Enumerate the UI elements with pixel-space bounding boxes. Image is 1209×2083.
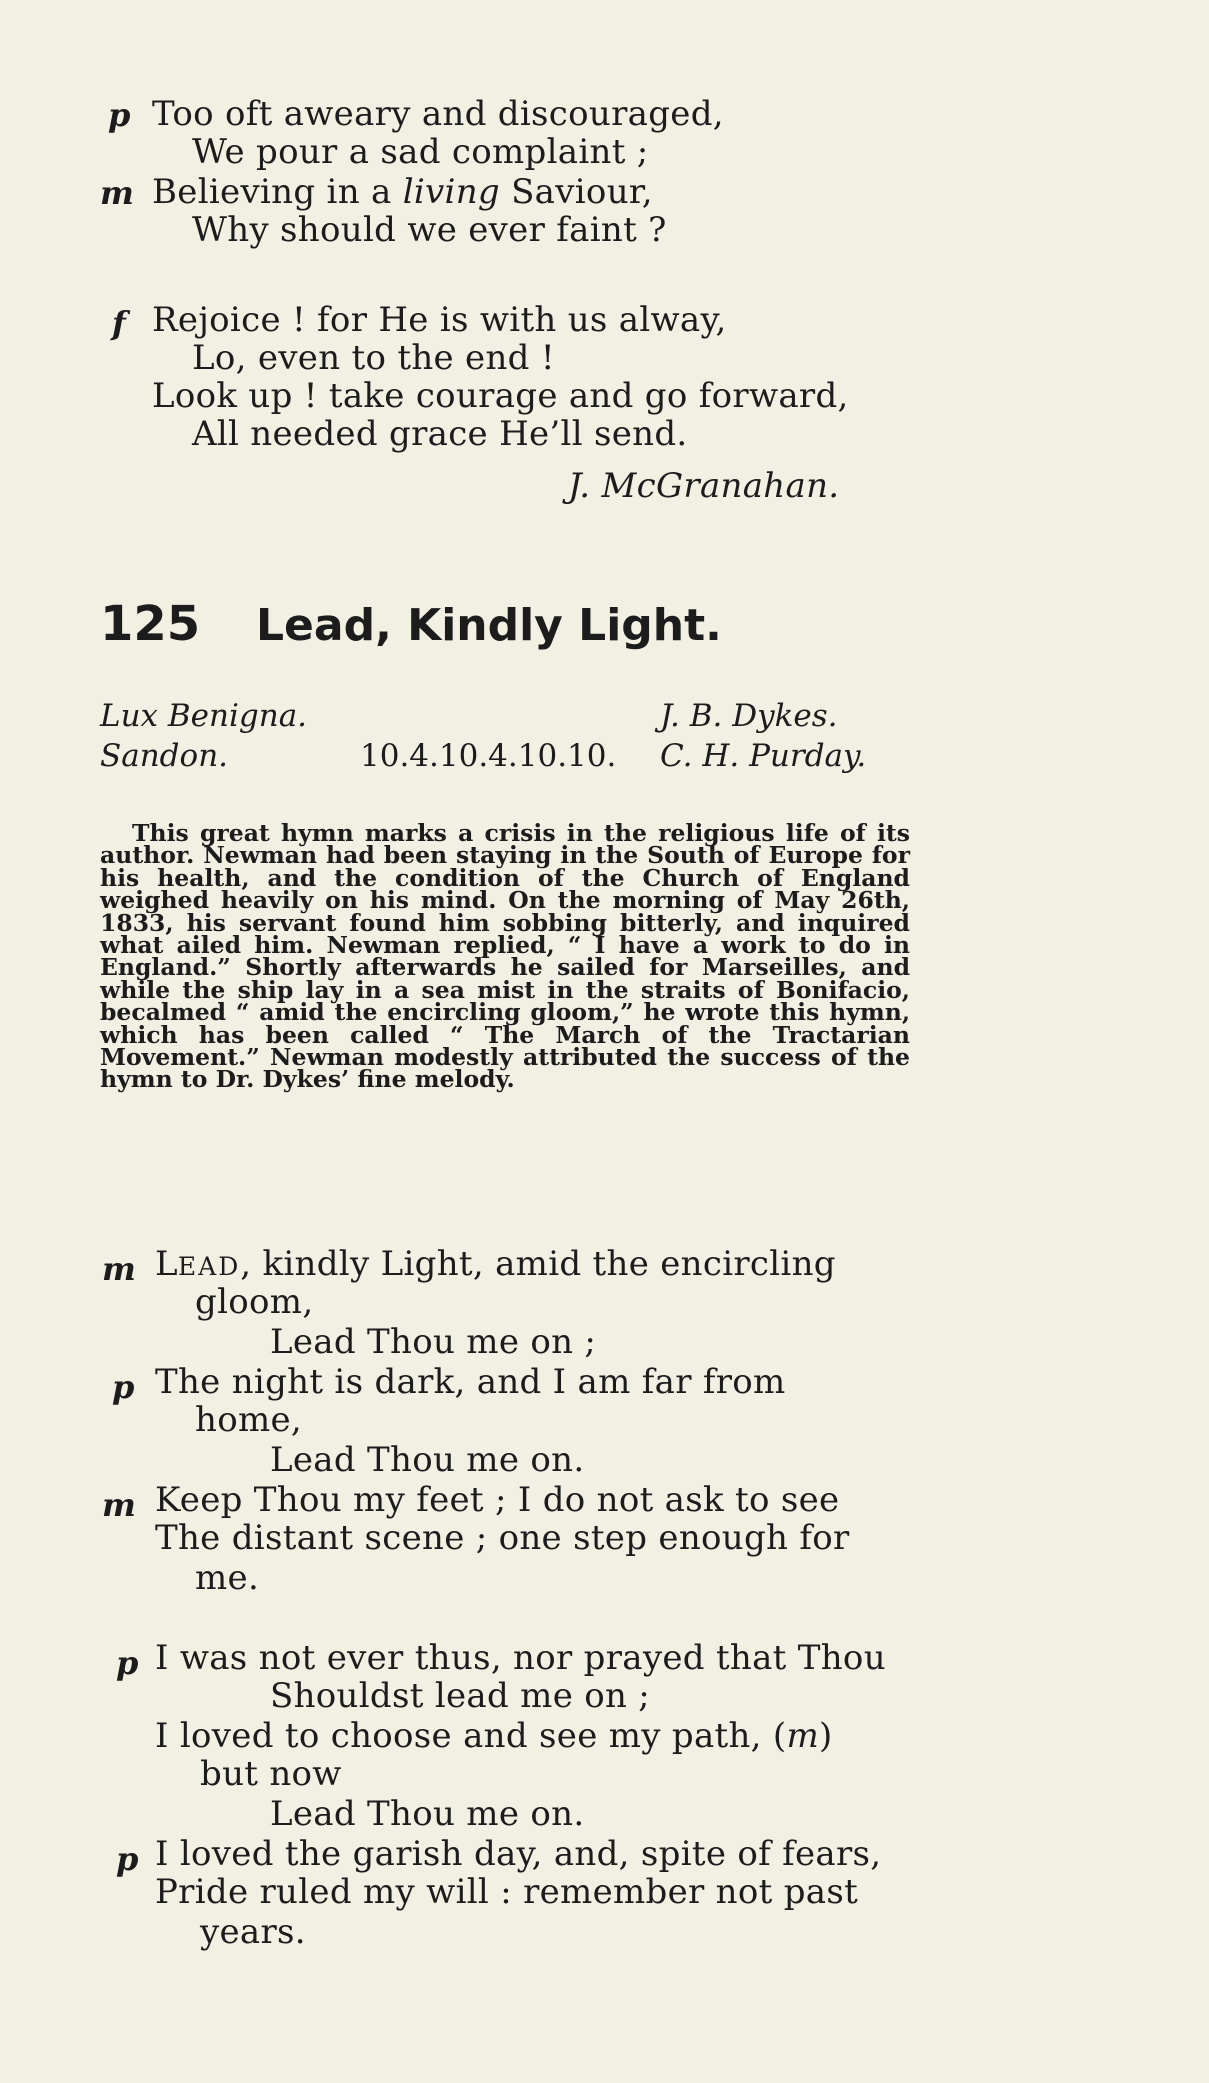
verse-line: Rejoice ! for He is with us alway, bbox=[152, 300, 727, 340]
verse-line: Why should we ever faint ? bbox=[192, 210, 667, 250]
dynamic-mark: p bbox=[116, 1644, 139, 1682]
verse-line: Lo, even to the end ! bbox=[192, 338, 555, 378]
dynamic-mark: p bbox=[116, 1840, 139, 1878]
verse-line: home, bbox=[195, 1400, 303, 1440]
verse-line: All needed grace He’ll send. bbox=[192, 414, 688, 454]
dynamic-mark: p bbox=[108, 96, 131, 134]
dynamic-mark: f bbox=[112, 304, 126, 342]
verse-line: Believing in a living Saviour, bbox=[152, 172, 653, 212]
verse-line: Shouldst lead me on ; bbox=[270, 1676, 651, 1716]
verse-line: Lead Thou me on. bbox=[270, 1794, 585, 1834]
dynamic-mark: p bbox=[112, 1368, 135, 1406]
verse-line: but now bbox=[200, 1754, 342, 1794]
verse-line: We pour a sad complaint ; bbox=[192, 132, 649, 172]
verse-line: me. bbox=[195, 1558, 260, 1598]
verse-line: I loved the garish day, and, spite of fears, bbox=[155, 1834, 882, 1874]
verse-line: gloom, bbox=[195, 1282, 314, 1322]
hymn-number: 125 bbox=[100, 596, 201, 652]
hymn-title: Lead, Kindly Light. bbox=[256, 600, 722, 651]
verse-line: The night is dark, and I am far from bbox=[155, 1362, 786, 1402]
tune-composer: C. H. Purday. bbox=[660, 738, 867, 774]
tune-name: Lux Benigna. bbox=[100, 698, 308, 734]
tune-meter: 10.4.10.4.10.10. bbox=[360, 738, 617, 774]
dynamic-mark: m bbox=[102, 1486, 136, 1524]
verse-line: The distant scene ; one step enough for bbox=[155, 1518, 850, 1558]
dynamic-mark: m bbox=[100, 174, 134, 212]
verse-line: I loved to choose and see my path, (m) bbox=[155, 1716, 833, 1756]
verse-line: Too oft aweary and discouraged, bbox=[152, 94, 724, 134]
verse-line: Keep Thou my feet ; I do not ask to see bbox=[155, 1480, 840, 1520]
verse-line: years. bbox=[200, 1912, 306, 1952]
verse-line: Look up ! take courage and go forward, bbox=[152, 376, 849, 416]
verse-line: Pride ruled my will : remember not past bbox=[155, 1872, 859, 1912]
tune-composer: J. B. Dykes. bbox=[660, 698, 838, 734]
hymn-note: This great hymn marks a crisis in the religious life of its author. Newman had been staying in the South of Europe for his health, and the condition of the Church of England weighed heavily on his mind. On the morning of May 26th, 1833, his servant found him sobbing bitterly, and inquired what ailed him. Newman replied, “ I have a work to do in England.” Shortly afterwards he sailed for Marseilles, and while the ship lay in a sea mist in the straits of Bonifacio, becalmed “ amid the encircling gloom,” he wrote this hymn, which has been called “ The March of the Tractarian Movement.” Newman modestly attributed the success of the hymn to Dr. Dykes’ fine melody. bbox=[100, 819, 910, 1094]
verse-line: LEAD, kindly Light, amid the encircling bbox=[155, 1244, 836, 1284]
verse-line: Lead Thou me on ; bbox=[270, 1322, 597, 1362]
hymn-author: J. McGranahan. bbox=[568, 466, 840, 506]
verse-line: Lead Thou me on. bbox=[270, 1440, 585, 1480]
verse-line: I was not ever thus, nor prayed that Thou bbox=[155, 1638, 886, 1678]
dynamic-mark: m bbox=[102, 1250, 136, 1288]
tune-name: Sandon. bbox=[100, 738, 229, 774]
